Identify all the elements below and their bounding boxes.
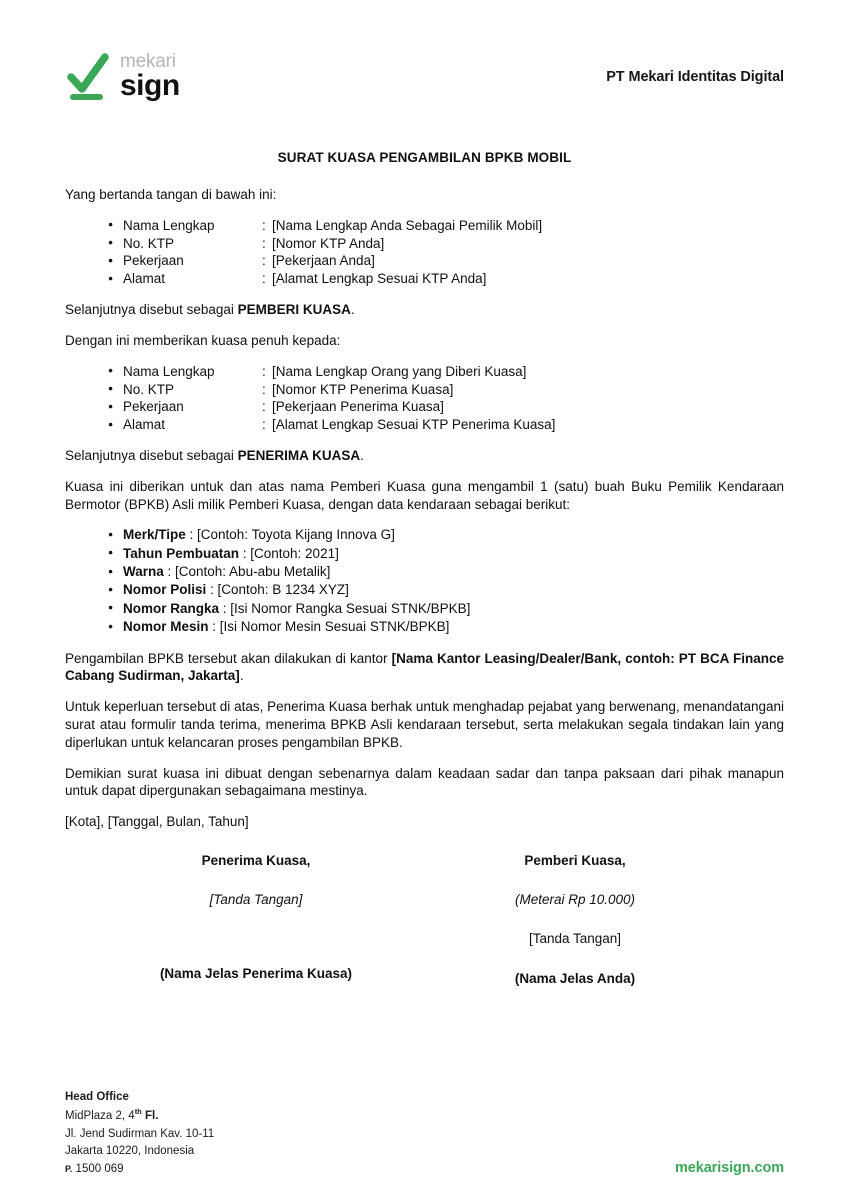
field-label: Pekerjaan	[123, 253, 184, 269]
vehicle-value: : [Contoh: B 1234 XYZ]	[206, 582, 349, 598]
location-bold: [Nama Kantor Leasing/Dealer/Bank, contoh: PT BCA Finance Cabang Sudirman, Jakarta]	[65, 650, 784, 684]
field-value: [Pekerjaan Anda]	[272, 253, 375, 269]
grantor-field-list	[65, 217, 784, 288]
field-colon: :	[262, 399, 266, 415]
vehicle-value: : [Contoh: Toyota Kijang Innova G]	[185, 527, 395, 543]
vehicle-label: Warna	[123, 564, 164, 580]
closing-paragraph: Demikian surat kuasa ini dibuat dengan sebenarnya dalam keadaan sadar dan tanpa paksaan dari pihak manapun untuk dapat dipergunakan sebagaimana mestinya.	[65, 765, 784, 799]
logo-wordmark	[120, 52, 180, 103]
field-colon: :	[262, 253, 266, 269]
list-item	[108, 618, 784, 636]
location-paragraph	[65, 650, 784, 686]
grantor-statement-bold: PEMBERI KUASA	[237, 302, 351, 318]
grantee-statement	[65, 447, 784, 465]
vehicle-value: : [Isi Nomor Rangka Sesuai STNK/BPKB]	[219, 600, 471, 616]
footer-address-line-1-prefix: MidPlaza 2, 4	[65, 1110, 135, 1123]
signature-column-grantor	[425, 853, 725, 986]
signature-placeholder: [Tanda Tangan]	[209, 892, 303, 908]
field-label: No. KTP	[123, 381, 175, 397]
logo-sign-text: sign	[120, 68, 180, 102]
signature-name-placeholder: (Nama Jelas Penerima Kuasa)	[159, 966, 353, 982]
vehicle-value: : [Contoh: Abu-abu Metalik]	[163, 564, 331, 580]
field-label: Pekerjaan	[123, 399, 184, 415]
mekari-sign-logo	[65, 51, 180, 103]
footer-phone-label: P.	[65, 1163, 73, 1174]
grantee-statement-prefix: Selanjutnya disebut sebagai	[65, 447, 238, 463]
signature-role-label: Pemberi Kuasa,	[524, 853, 626, 869]
field-value: [Alamat Lengkap Sesuai KTP Anda]	[272, 271, 487, 287]
vehicle-label: Nomor Mesin	[123, 619, 209, 635]
vehicle-label: Merk/Tipe	[123, 527, 186, 543]
document-body	[65, 150, 784, 1003]
authority-paragraph: Untuk keperluan tersebut di atas, Penerima Kuasa berhak untuk menghadap pejabat yang berwenang, menandatangani surat atau formulir tanda terima, menerima BPKB Asli kendaraan tersebut, serta melakukan segala tindakan lain yang diperlukan untuk kelancaran proses pengambilan BPKB.	[65, 699, 784, 750]
stamp-note: (Meterai Rp 10.000)	[514, 892, 636, 908]
purpose-paragraph: Kuasa ini diberikan untuk dan atas nama Pemberi Kuasa guna mengambil 1 (satu) buah Buku Pemilik Kendaraan Bermotor (BPKB) Asli milik Pemberi Kuasa, dengan data kendaraan sebagai berikut:	[65, 478, 784, 512]
footer-address-line-2: Jl. Jend Sudirman Kav. 10-11	[65, 1127, 215, 1140]
document-title: SURAT KUASA PENGAMBILAN BPKB MOBIL	[277, 150, 572, 165]
list-item	[108, 381, 784, 399]
vehicle-value: : [Isi Nomor Mesin Sesuai STNK/BPKB]	[208, 619, 450, 635]
page-header	[65, 42, 784, 112]
location-suffix: .	[239, 668, 244, 684]
vehicle-label: Nomor Rangka	[123, 600, 220, 616]
field-label: Alamat	[123, 271, 166, 287]
field-colon: :	[262, 363, 266, 379]
footer-address-line-1	[65, 1106, 214, 1125]
field-label: Alamat	[123, 417, 166, 433]
grantor-statement	[65, 301, 784, 319]
footer-website-link[interactable]: mekarisign.com	[674, 1160, 784, 1176]
grantee-field-list	[65, 363, 784, 434]
signature-column-grantee	[106, 853, 406, 981]
list-item	[108, 563, 784, 581]
list-item	[108, 545, 784, 563]
company-name: PT Mekari Identitas Digital	[606, 69, 784, 85]
footer-phone-number: 1500 069	[75, 1162, 124, 1175]
field-label: Nama Lengkap	[123, 217, 215, 233]
vehicle-label: Tahun Pembuatan	[123, 545, 240, 561]
list-item	[108, 270, 784, 288]
list-item	[108, 363, 784, 381]
footer-address-line-3: Jakarta 10220, Indonesia	[65, 1145, 195, 1158]
grantor-statement-suffix: .	[350, 302, 355, 318]
list-item	[108, 416, 784, 434]
grantor-statement-prefix: Selanjutnya disebut sebagai	[65, 302, 238, 318]
list-item	[108, 526, 784, 544]
footer-office-title: Head Office	[65, 1090, 129, 1103]
list-item	[108, 252, 784, 270]
field-label: No. KTP	[123, 235, 175, 251]
list-item	[108, 235, 784, 253]
field-value: [Pekerjaan Penerima Kuasa]	[272, 399, 444, 415]
vehicle-label: Nomor Polisi	[123, 582, 207, 598]
footer-phone-line	[65, 1161, 214, 1178]
field-label: Nama Lengkap	[123, 363, 215, 379]
footer-address-block	[65, 1089, 214, 1178]
field-colon: :	[262, 271, 266, 287]
signature-name-placeholder: (Nama Jelas Anda)	[514, 971, 636, 987]
green-check-icon	[65, 51, 111, 103]
footer-address-line-1-suffix: Fl.	[141, 1110, 159, 1123]
footer-floor-superscript: th	[134, 1107, 142, 1117]
logo-mekari-text: mekari	[120, 50, 176, 72]
vehicle-value: : [Contoh: 2021]	[239, 545, 339, 561]
list-item	[108, 600, 784, 618]
list-item	[108, 581, 784, 599]
place-date-line: [Kota], [Tanggal, Bulan, Tahun]	[65, 814, 249, 830]
field-value: [Nomor KTP Anda]	[272, 235, 385, 251]
grantee-statement-suffix: .	[360, 447, 364, 463]
field-value: [Alamat Lengkap Sesuai KTP Penerima Kuasa]	[272, 417, 556, 433]
page-footer	[65, 1089, 784, 1178]
vehicle-data-list	[65, 526, 784, 636]
field-value: [Nama Lengkap Orang yang Diberi Kuasa]	[272, 363, 527, 379]
grantee-statement-bold: PENERIMA KUASA	[237, 447, 361, 463]
location-prefix: Pengambilan BPKB tersebut akan dilakukan di kantor	[65, 650, 392, 666]
field-value: [Nama Lengkap Anda Sebagai Pemilik Mobil]	[272, 217, 543, 233]
field-colon: :	[262, 217, 266, 233]
list-item	[108, 398, 784, 416]
list-item	[108, 217, 784, 235]
signature-block	[65, 853, 784, 1003]
field-colon: :	[262, 235, 266, 251]
field-value: [Nomor KTP Penerima Kuasa]	[272, 381, 454, 397]
signature-placeholder: [Tanda Tangan]	[528, 931, 622, 947]
field-colon: :	[262, 381, 266, 397]
grantee-intro-paragraph: Dengan ini memberikan kuasa penuh kepada:	[65, 332, 341, 348]
field-colon: :	[262, 417, 266, 433]
signature-role-label: Penerima Kuasa,	[201, 853, 311, 869]
intro-paragraph: Yang bertanda tangan di bawah ini:	[65, 187, 277, 202]
